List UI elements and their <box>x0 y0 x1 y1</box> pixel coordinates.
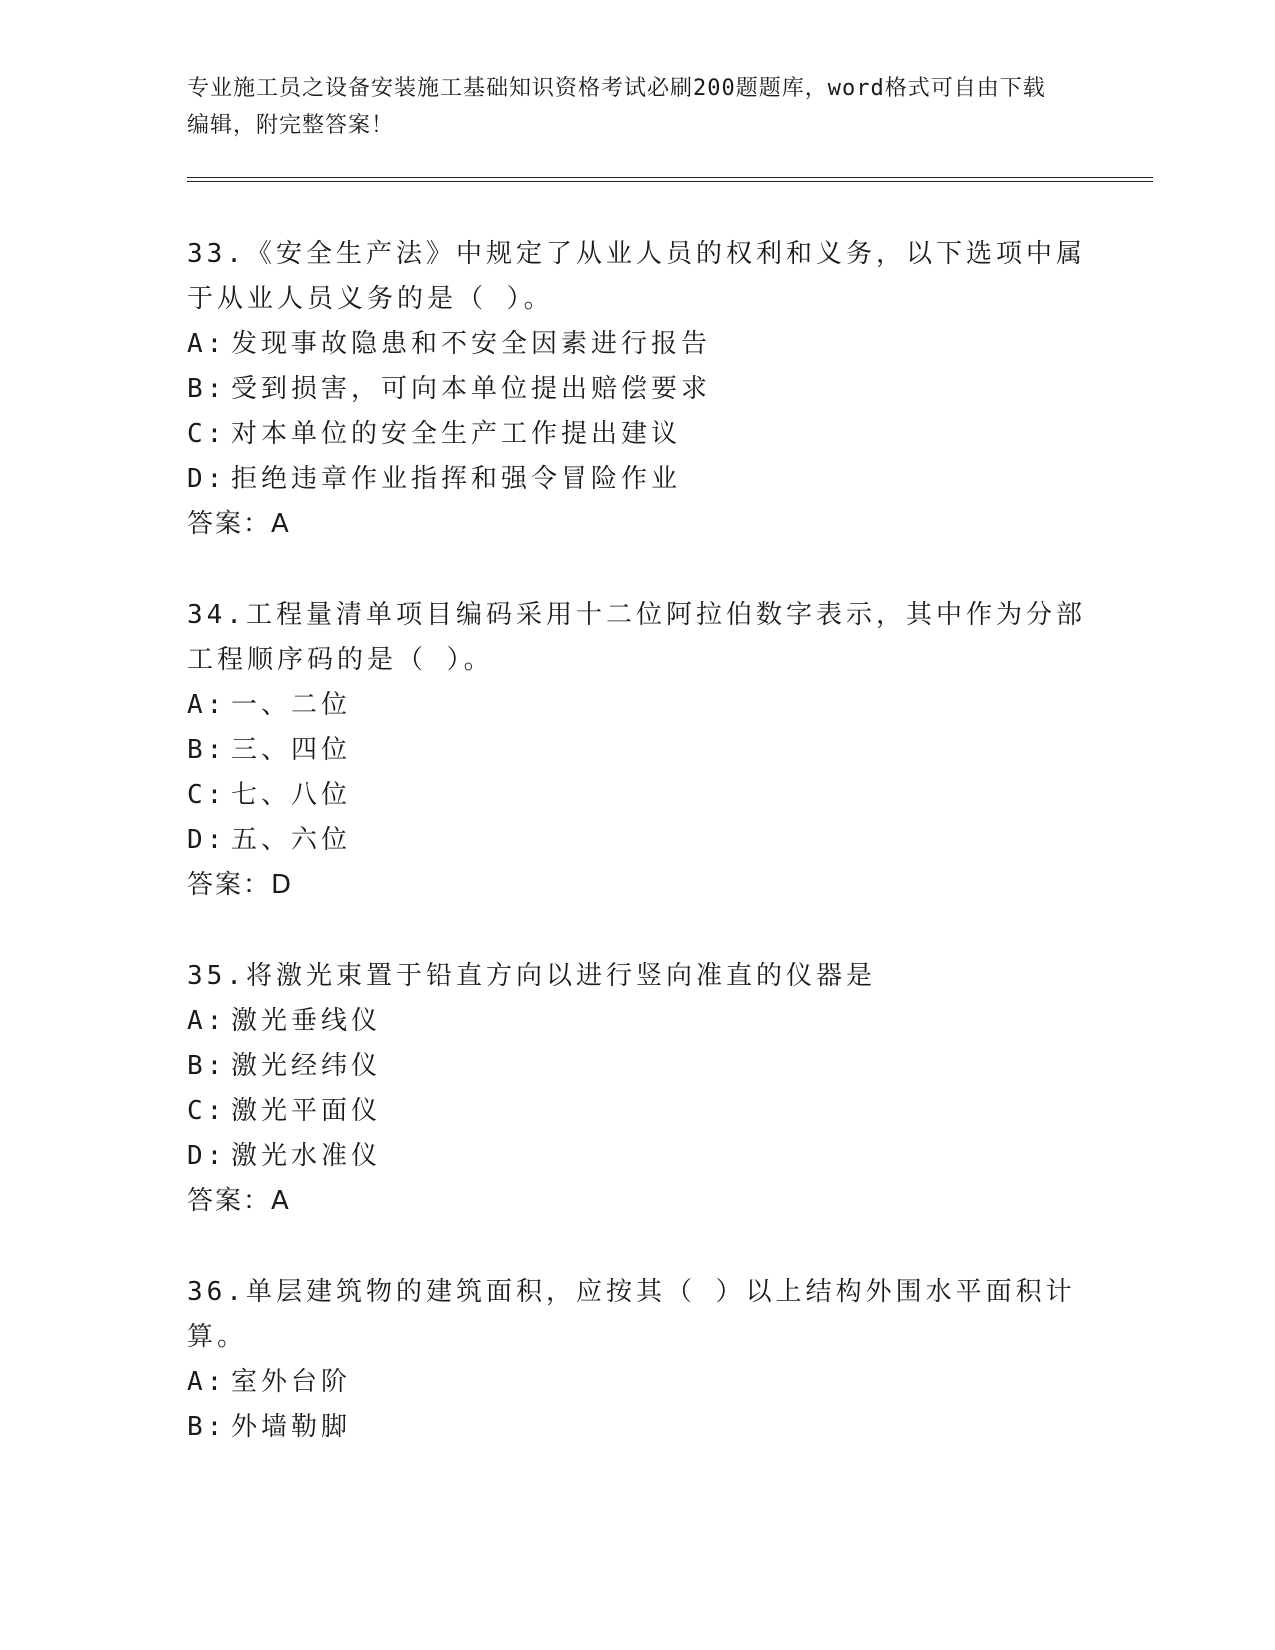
question-list <box>187 232 1087 1496</box>
option-letter: C: <box>187 1096 227 1126</box>
answer-value: D <box>271 870 294 900</box>
question-36 <box>187 1270 1087 1450</box>
option-letter: C: <box>187 780 227 810</box>
option-text: 七、八位 <box>231 780 352 810</box>
option-text: 五、六位 <box>231 825 352 855</box>
option-b <box>187 367 1087 412</box>
option-b <box>187 1044 1087 1089</box>
option-c <box>187 412 1087 457</box>
option-d <box>187 1134 1087 1179</box>
option-letter: A: <box>187 1006 227 1036</box>
option-letter: C: <box>187 419 227 449</box>
option-a <box>187 1360 1087 1405</box>
option-b <box>187 728 1087 773</box>
option-letter: B: <box>187 1051 227 1081</box>
option-letter: D: <box>187 825 227 855</box>
question-stem: 33.《安全生产法》中规定了从业人员的权利和义务，以下选项中属于从业人员义务的是（ ）。 <box>187 239 1086 314</box>
option-text: 一、二位 <box>231 690 352 720</box>
answer-line <box>187 863 1087 908</box>
answer-value: A <box>271 509 291 539</box>
option-text: 激光水准仪 <box>231 1141 382 1171</box>
option-text: 三、四位 <box>231 735 352 765</box>
option-text: 激光垂线仪 <box>231 1006 382 1036</box>
option-letter: B: <box>187 735 227 765</box>
answer-label: 答案： <box>187 1186 272 1216</box>
question-stem: 34.工程量清单项目编码采用十二位阿拉伯数字表示，其中作为分部工程顺序码的是（ ）。 <box>187 600 1086 675</box>
question-35 <box>187 954 1087 1224</box>
question-stem: 35.将激光束置于铅直方向以进行竖向准直的仪器是 <box>187 961 876 991</box>
option-text: 激光经纬仪 <box>231 1051 382 1081</box>
option-a <box>187 322 1087 367</box>
option-c <box>187 773 1087 818</box>
answer-label: 答案： <box>187 509 272 539</box>
option-a <box>187 683 1087 728</box>
answer-line <box>187 1179 1087 1224</box>
question-33 <box>187 232 1087 547</box>
option-b <box>187 1405 1087 1450</box>
option-a <box>187 999 1087 1044</box>
option-text: 室外台阶 <box>231 1367 352 1397</box>
answer-value: A <box>271 1186 291 1216</box>
option-text: 激光平面仪 <box>231 1096 382 1126</box>
option-text: 拒绝违章作业指挥和强令冒险作业 <box>231 464 682 494</box>
option-d <box>187 457 1087 502</box>
option-letter: A: <box>187 329 227 359</box>
header-divider-top <box>187 177 1153 178</box>
option-letter: A: <box>187 690 227 720</box>
question-stem: 36.单层建筑物的建筑面积，应按其（ ）以上结构外围水平面积计算。 <box>187 1277 1076 1352</box>
option-letter: D: <box>187 464 227 494</box>
option-text: 发现事故隐患和不安全因素进行报告 <box>231 329 712 359</box>
option-text: 外墙勒脚 <box>231 1412 352 1442</box>
option-letter: A: <box>187 1367 227 1397</box>
option-text: 受到损害，可向本单位提出赔偿要求 <box>231 374 712 404</box>
answer-line <box>187 502 1087 547</box>
option-letter: D: <box>187 1141 227 1171</box>
document-header: 专业施工员之设备安装施工基础知识资格考试必刷200题题库，word格式可自由下载编辑，附完整答案！ <box>187 76 1046 138</box>
option-d <box>187 818 1087 863</box>
option-c <box>187 1089 1087 1134</box>
option-text: 对本单位的安全生产工作提出建议 <box>231 419 682 449</box>
question-34 <box>187 593 1087 908</box>
option-letter: B: <box>187 1412 227 1442</box>
answer-label: 答案： <box>187 870 272 900</box>
header-divider-bottom <box>187 181 1153 182</box>
option-letter: B: <box>187 374 227 404</box>
